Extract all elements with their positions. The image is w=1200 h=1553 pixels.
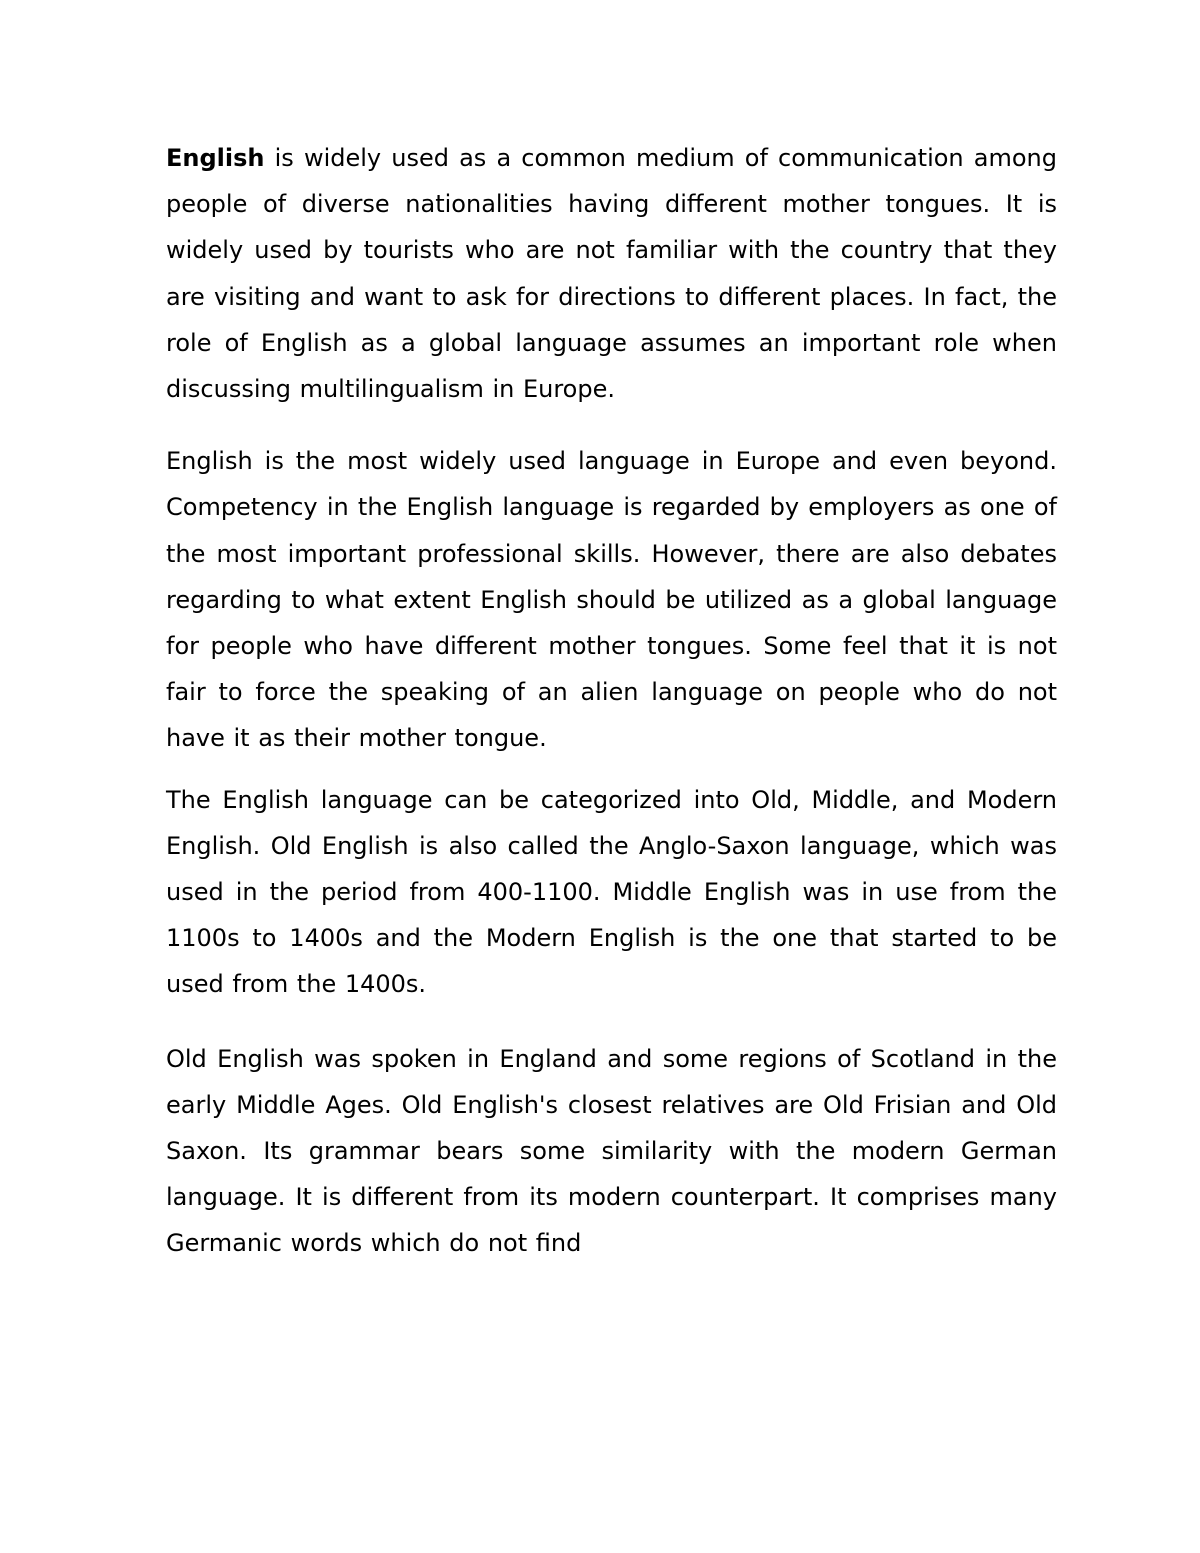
- paragraph-english-periods: The English language can be categorized into Old, Middle, and Modern English. Old English is also called the Anglo-Saxon language, which was used in the period from 400-1100. Middle English was in use from the 1100s to 1400s and the Modern English is the one that started to be used from the 1400s.: [166, 785, 1057, 999]
- paragraph-english-medium: [166, 135, 1057, 412]
- paragraph-1-text: is widely used as a common medium of communication among people of diverse nationalities having different mother tongues. It is widely used by tourists who are not familiar with the country that they are visiting and want to ask for directions to different places. In fact, the role of English as a global language assumes an important role when discussing multilingualism in Europe.: [166, 144, 1057, 404]
- document-body: [166, 135, 1057, 1267]
- bold-lead-term: English: [166, 144, 265, 172]
- paragraph-english-europe: English is the most widely used language in Europe and even beyond. Competency in the English language is regarded by employers as one of the most important professional skills. However, there are also debates regarding to what extent English should be utilized as a global language for people who have different mother tongues. Some feel that it is not fair to force the speaking of an alien language on people who do not have it as their mother tongue.: [166, 447, 1057, 753]
- paragraph-old-english: Old English was spoken in England and some regions of Scotland in the early Middle Ages. Old English's closest relatives are Old Frisian and Old Saxon. Its grammar bears some similarity with the modern German language. It is different from its modern counterpart. It comprises many Germanic words which do not find: [166, 1044, 1057, 1258]
